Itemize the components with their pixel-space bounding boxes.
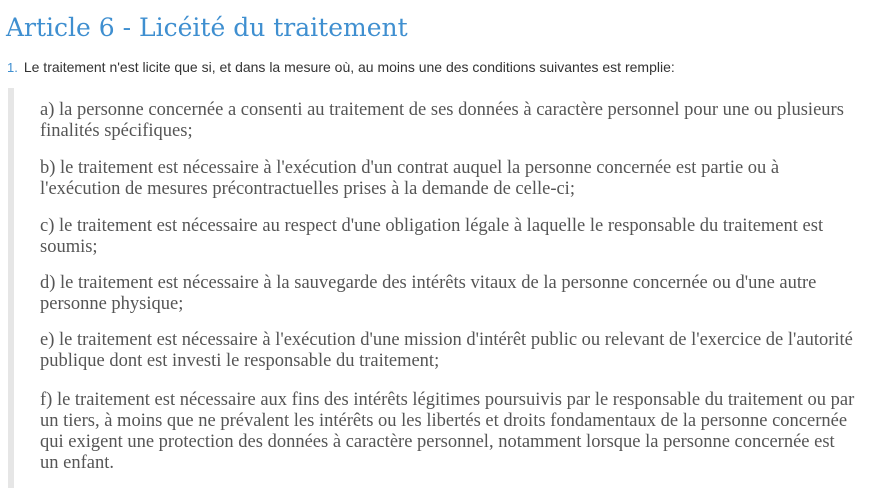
condition-f: f) le traitement est nécessaire aux fins des intérêts légitimes poursuivis par le responsable du traitement ou par un tiers, à moins que ne prévalent les intérêts ou les libertés et droits fondamentaux de la personne concernée qui exigent une protection des données à caractère personnel, notamment lorsque la personne concernée est un enfant. (40, 390, 855, 473)
conditions-blockquote (8, 88, 855, 488)
condition-a: a) la personne concernée a consenti au traitement de ses données à caractère personnel pour une ou plusieurs finalités spécifiques; (40, 100, 844, 141)
condition-d: d) le traitement est nécessaire à la sauvegarde des intérêts vitaux de la personne concernée ou d'une autre personne physique; (40, 273, 817, 314)
intro-text: Le traitement n'est licite que si, et dans la mesure où, au moins une des conditions suivantes est remplie: (23, 59, 675, 75)
condition-c: c) le traitement est nécessaire au respect d'une obligation légale à laquelle le responsable du traitement est soumis; (40, 216, 824, 257)
condition-e: e) le traitement est nécessaire à l'exécution d'une mission d'intérêt public ou relevant de l'exercice de l'autorité publique dont est investi le responsable du traitement; (40, 330, 853, 371)
paragraph-intro (7, 56, 675, 78)
condition-b: b) le traitement est nécessaire à l'exécution d'un contrat auquel la personne concernée est partie ou à l'exécution de mesures précontractuelles prises à la demande de celle-ci; (40, 158, 780, 199)
article-title: Article 6 - Licéité du traitement (6, 13, 408, 42)
list-number: 1. (7, 60, 18, 75)
